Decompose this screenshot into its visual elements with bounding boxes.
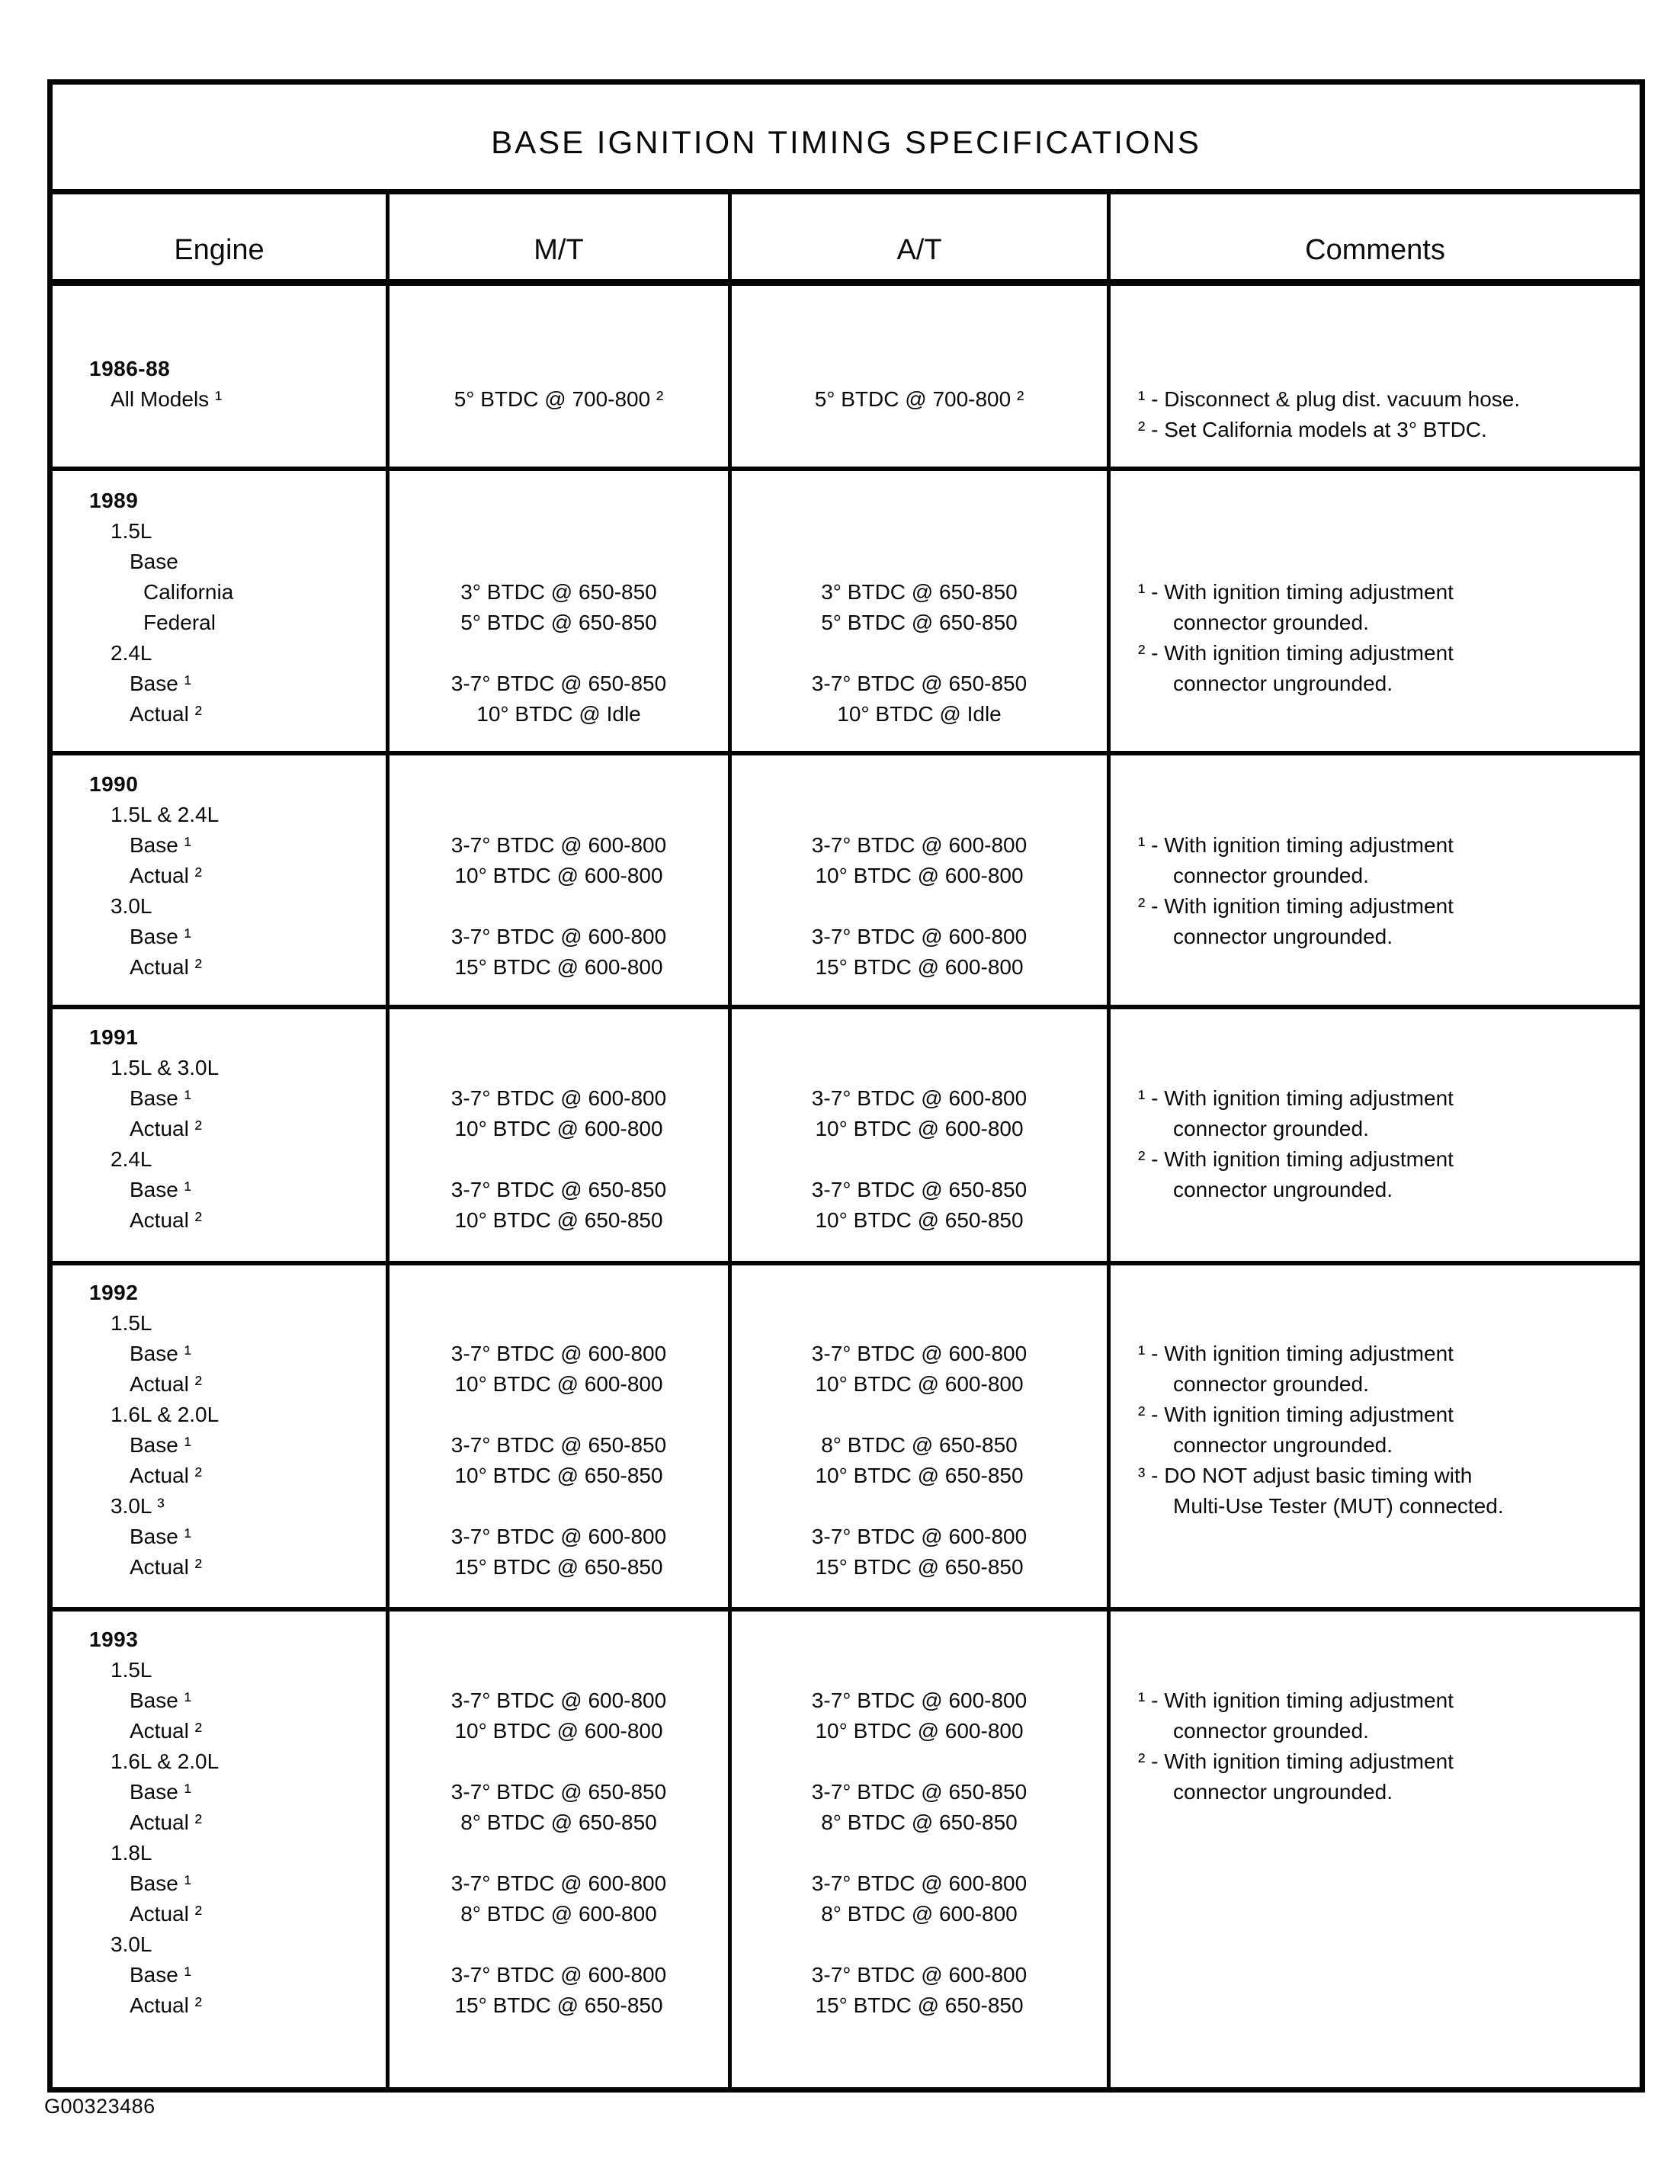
- at-timing-value: 15° BTDC @ 650-850: [815, 1993, 1024, 2017]
- table-row: [53, 755, 1640, 1009]
- mt-timing-value: [390, 1746, 728, 1776]
- mt-timing-value: [390, 1624, 728, 1654]
- at-timing-value: 10° BTDC @ 600-800: [815, 1719, 1024, 1743]
- at-timing-value: 5° BTDC @ 700-800 ²: [814, 387, 1024, 411]
- column-header-comments: Comments: [1107, 194, 1640, 279]
- comments-cell: [1107, 286, 1640, 467]
- at-timing-value: 3-7° BTDC @ 650-850: [811, 1780, 1028, 1804]
- engine-label: Actual ²: [130, 1555, 202, 1579]
- engine-label: 1.5L: [111, 1658, 152, 1682]
- at-timing-value: 3-7° BTDC @ 600-800: [811, 925, 1028, 948]
- engine-label: 1.5L & 2.4L: [111, 803, 220, 826]
- at-timing-value: [732, 1399, 1107, 1429]
- engine-label: 1.6L & 2.0L: [111, 1403, 220, 1426]
- mt-timing-value: 10° BTDC @ 600-800: [454, 864, 663, 887]
- mt-timing-value: 3° BTDC @ 650-850: [460, 580, 657, 604]
- at-timing-value: [732, 1490, 1107, 1521]
- at-timing-value: [732, 1929, 1107, 1959]
- comment-line: connector grounded.: [1173, 1117, 1369, 1140]
- at-timing-value: [732, 1624, 1107, 1654]
- at-timing-value: 3° BTDC @ 650-850: [821, 580, 1018, 604]
- engine-label: 1.8L: [111, 1841, 152, 1865]
- mt-timing-value: [390, 546, 728, 576]
- engine-label: Federal: [143, 611, 216, 634]
- mt-timing-value: 10° BTDC @ 600-800: [454, 1719, 663, 1743]
- at-timing-value: 10° BTDC @ 600-800: [815, 864, 1024, 887]
- mt-timing-value: [390, 1929, 728, 1959]
- engine-cell: [53, 1265, 386, 1607]
- engine-label: Base ¹: [130, 1963, 191, 1987]
- at-timing-value: 10° BTDC @ 600-800: [815, 1117, 1024, 1140]
- engine-label: Actual ²: [130, 864, 202, 887]
- engine-label: Actual ²: [130, 1464, 202, 1487]
- mt-timing-value: [390, 768, 728, 799]
- at-timing-value: 15° BTDC @ 650-850: [815, 1555, 1024, 1579]
- engine-label: 1.5L: [111, 519, 152, 543]
- comment-line: connector ungrounded.: [1173, 1178, 1393, 1201]
- engine-label: 1992: [89, 1281, 139, 1304]
- mt-timing-value: 3-7° BTDC @ 600-800: [450, 1963, 667, 1987]
- mt-timing-value: [390, 1021, 728, 1052]
- at-timing-value: [732, 1654, 1107, 1685]
- column-header-mt: M/T: [386, 194, 728, 279]
- comment-line: ¹ - With ignition timing adjustment: [1138, 1342, 1454, 1365]
- mt-timing-value: 3-7° BTDC @ 600-800: [450, 925, 667, 948]
- mt-timing-value: 3-7° BTDC @ 650-850: [450, 1178, 667, 1201]
- engine-label: 3.0L: [111, 1932, 152, 1956]
- engine-label: 1989: [89, 489, 139, 512]
- comments-block: [1111, 286, 1640, 444]
- comments-cell: [1107, 471, 1640, 751]
- engine-label: 1986-88: [89, 357, 171, 380]
- table-row: [53, 286, 1640, 471]
- at-timing-value: [732, 353, 1107, 383]
- at-timing-value: 8° BTDC @ 650-850: [821, 1810, 1018, 1834]
- at-timing-value: 8° BTDC @ 600-800: [821, 1902, 1018, 1926]
- at-timing-value: [732, 1746, 1107, 1776]
- at-timing-value: [732, 637, 1107, 668]
- mt-timing-value: [390, 1307, 728, 1338]
- comments-block: [1111, 755, 1640, 951]
- engine-label: Base ¹: [130, 925, 191, 948]
- mt-cell: [386, 1009, 728, 1261]
- engine-label: 2.4L: [111, 1147, 152, 1171]
- engine-label: Base ¹: [130, 833, 191, 857]
- mt-timing-value: 3-7° BTDC @ 600-800: [450, 1086, 667, 1110]
- comment-line: ² - With ignition timing adjustment: [1138, 1403, 1454, 1426]
- table-row: [53, 1265, 1640, 1612]
- mt-timing-value: [390, 637, 728, 668]
- comments-cell: [1107, 1612, 1640, 2087]
- mt-timing-value: [390, 1052, 728, 1082]
- engine-label: Actual ²: [130, 1719, 202, 1743]
- ignition-timing-spec-table: [47, 79, 1645, 2093]
- table-body: [53, 286, 1640, 2087]
- mt-timing-value: 8° BTDC @ 600-800: [460, 1902, 657, 1926]
- engine-label: Base ¹: [130, 1086, 191, 1110]
- comment-line: connector ungrounded.: [1173, 672, 1393, 695]
- at-timing-value: [732, 515, 1107, 546]
- table-row: [53, 471, 1640, 755]
- at-cell: [728, 1265, 1107, 1607]
- engine-label: Actual ²: [130, 1372, 202, 1396]
- mt-timing-value: 10° BTDC @ 650-850: [454, 1464, 663, 1487]
- at-timing-value: [732, 1307, 1107, 1338]
- at-timing-value: [732, 799, 1107, 829]
- mt-timing-value: 3-7° BTDC @ 600-800: [450, 833, 667, 857]
- engine-label: 1993: [89, 1628, 139, 1651]
- engine-label: 1.5L: [111, 1311, 152, 1335]
- mt-cell: [386, 471, 728, 751]
- comment-line: connector grounded.: [1173, 611, 1369, 634]
- mt-timing-value: [390, 799, 728, 829]
- mt-cell: [386, 1265, 728, 1607]
- comments-block: [1111, 1265, 1640, 1521]
- mt-timing-value: 3-7° BTDC @ 600-800: [450, 1871, 667, 1895]
- column-header-engine: Engine: [174, 234, 265, 266]
- mt-timing-value: [390, 1654, 728, 1685]
- comment-line: connector ungrounded.: [1173, 925, 1393, 948]
- engine-label: 1.6L & 2.0L: [111, 1749, 220, 1773]
- comments-block: [1111, 1612, 1640, 1807]
- comment-line: ¹ - Disconnect & plug dist. vacuum hose.: [1138, 387, 1521, 411]
- at-cell: [728, 755, 1107, 1005]
- mt-cell: [386, 286, 728, 467]
- mt-timing-value: 3-7° BTDC @ 600-800: [450, 1525, 667, 1548]
- comment-line: connector ungrounded.: [1173, 1780, 1393, 1804]
- mt-timing-value: 3-7° BTDC @ 600-800: [450, 1689, 667, 1712]
- table-row: [53, 1612, 1640, 2087]
- mt-timing-value: 10° BTDC @ 600-800: [454, 1372, 663, 1396]
- mt-timing-value: 10° BTDC @ 650-850: [454, 1208, 663, 1232]
- engine-cell: [53, 471, 386, 751]
- at-timing-value: [732, 890, 1107, 921]
- comment-line: connector grounded.: [1173, 1372, 1369, 1396]
- column-header-at: A/T: [728, 194, 1107, 279]
- mt-timing-value: [390, 515, 728, 546]
- at-timing-value: 10° BTDC @ 650-850: [815, 1464, 1024, 1487]
- engine-label: All Models ¹: [111, 387, 223, 411]
- engine-cell: [53, 1612, 386, 2087]
- mt-timing-value: 15° BTDC @ 600-800: [454, 955, 663, 979]
- at-timing-value: 3-7° BTDC @ 600-800: [811, 1525, 1028, 1548]
- comment-line: ¹ - With ignition timing adjustment: [1138, 1689, 1454, 1712]
- mt-timing-value: [390, 1837, 728, 1868]
- mt-timing-value: 8° BTDC @ 650-850: [460, 1810, 657, 1834]
- engine-label: Base ¹: [130, 672, 191, 695]
- engine-label: Base ¹: [130, 1178, 191, 1201]
- mt-timing-value: [390, 1490, 728, 1521]
- at-timing-value: 3-7° BTDC @ 600-800: [811, 1963, 1028, 1987]
- engine-cell: [53, 755, 386, 1005]
- mt-timing-value: [390, 890, 728, 921]
- at-timing-value: 8° BTDC @ 650-850: [821, 1433, 1018, 1457]
- comments-block: [1111, 1009, 1640, 1204]
- mt-timing-value: 3-7° BTDC @ 600-800: [450, 1342, 667, 1365]
- comment-line: ² - With ignition timing adjustment: [1138, 1147, 1454, 1171]
- comments-cell: [1107, 755, 1640, 1005]
- at-timing-value: 3-7° BTDC @ 600-800: [811, 1086, 1028, 1110]
- table-title: BASE IGNITION TIMING SPECIFICATIONS: [491, 123, 1201, 160]
- comment-line: ¹ - With ignition timing adjustment: [1138, 580, 1454, 604]
- comment-line: connector grounded.: [1173, 864, 1369, 887]
- at-timing-value: 10° BTDC @ 600-800: [815, 1372, 1024, 1396]
- at-timing-value: [732, 546, 1107, 576]
- comment-line: ² - With ignition timing adjustment: [1138, 641, 1454, 665]
- mt-timing-value: [390, 1277, 728, 1307]
- comments-block: [1111, 471, 1640, 698]
- comment-line: ¹ - With ignition timing adjustment: [1138, 1086, 1454, 1110]
- at-cell: [728, 1009, 1107, 1261]
- at-timing-value: 3-7° BTDC @ 650-850: [811, 1178, 1028, 1201]
- at-cell: [728, 1612, 1107, 2087]
- engine-label: 1990: [89, 772, 139, 796]
- engine-label: Actual ²: [130, 1902, 202, 1926]
- mt-timing-value: 15° BTDC @ 650-850: [454, 1555, 663, 1579]
- mt-timing-value: 5° BTDC @ 650-850: [460, 611, 657, 634]
- engine-label: Actual ²: [130, 1993, 202, 2017]
- at-timing-value: [732, 1021, 1107, 1052]
- mt-timing-value: 10° BTDC @ Idle: [476, 702, 641, 726]
- comment-line: ³ - DO NOT adjust basic timing with: [1138, 1464, 1473, 1487]
- at-timing-value: 15° BTDC @ 600-800: [815, 955, 1024, 979]
- at-timing-value: [732, 768, 1107, 799]
- comments-cell: [1107, 1265, 1640, 1607]
- engine-label: Base: [130, 550, 178, 573]
- engine-label: Actual ²: [130, 955, 202, 979]
- table-title-band: [53, 85, 1640, 194]
- comment-line: ¹ - With ignition timing adjustment: [1138, 833, 1454, 857]
- engine-label: Base ¹: [130, 1525, 191, 1548]
- at-timing-value: 3-7° BTDC @ 600-800: [811, 1689, 1028, 1712]
- engine-label: 1.5L & 3.0L: [111, 1056, 220, 1079]
- engine-label: Base ¹: [130, 1689, 191, 1712]
- mt-timing-value: 3-7° BTDC @ 650-850: [450, 1780, 667, 1804]
- comment-line: ² - With ignition timing adjustment: [1138, 1749, 1454, 1773]
- engine-label: Base ¹: [130, 1780, 191, 1804]
- mt-timing-value: 10° BTDC @ 600-800: [454, 1117, 663, 1140]
- engine-cell: [53, 286, 386, 467]
- at-timing-value: [732, 485, 1107, 515]
- mt-cell: [386, 1612, 728, 2087]
- comment-line: ² - With ignition timing adjustment: [1138, 894, 1454, 918]
- engine-label: California: [143, 580, 234, 604]
- engine-label: Actual ²: [130, 1117, 202, 1140]
- mt-timing-value: [390, 1399, 728, 1429]
- mt-timing-value: 15° BTDC @ 650-850: [454, 1993, 663, 2017]
- engine-label: Actual ²: [130, 1810, 202, 1834]
- table-row: [53, 1009, 1640, 1265]
- mt-timing-value: 3-7° BTDC @ 650-850: [450, 672, 667, 695]
- at-timing-value: 3-7° BTDC @ 600-800: [811, 833, 1028, 857]
- mt-cell: [386, 755, 728, 1005]
- engine-label: Base ¹: [130, 1433, 191, 1457]
- mt-timing-value: [390, 485, 728, 515]
- engine-label: Base ¹: [130, 1342, 191, 1365]
- at-timing-value: 3-7° BTDC @ 600-800: [811, 1871, 1028, 1895]
- at-timing-value: [732, 1277, 1107, 1307]
- engine-label: Actual ²: [130, 1208, 202, 1232]
- comment-line: ² - Set California models at 3° BTDC.: [1138, 418, 1487, 441]
- at-timing-value: 5° BTDC @ 650-850: [821, 611, 1018, 634]
- engine-label: 3.0L: [111, 894, 152, 918]
- mt-timing-value: 3-7° BTDC @ 650-850: [450, 1433, 667, 1457]
- comment-line: connector grounded.: [1173, 1719, 1369, 1743]
- engine-label: Actual ²: [130, 702, 202, 726]
- at-timing-value: [732, 1143, 1107, 1174]
- at-cell: [728, 471, 1107, 751]
- at-timing-value: 10° BTDC @ 650-850: [815, 1208, 1024, 1232]
- at-timing-value: 10° BTDC @ Idle: [837, 702, 1002, 726]
- at-timing-value: 3-7° BTDC @ 650-850: [811, 672, 1028, 695]
- mt-timing-value: [390, 1143, 728, 1174]
- at-timing-value: [732, 1837, 1107, 1868]
- engine-cell: [53, 1009, 386, 1261]
- engine-label: Base ¹: [130, 1871, 191, 1895]
- at-cell: [728, 286, 1107, 467]
- engine-label: 1991: [89, 1025, 139, 1049]
- at-timing-value: 3-7° BTDC @ 600-800: [811, 1342, 1028, 1365]
- table-header-row: [53, 194, 1640, 286]
- mt-timing-value: 5° BTDC @ 700-800 ²: [454, 387, 664, 411]
- engine-label: 2.4L: [111, 641, 152, 665]
- comment-line: Multi-Use Tester (MUT) connected.: [1173, 1494, 1504, 1518]
- engine-label: 3.0L ³: [111, 1494, 165, 1518]
- mt-timing-value: [390, 353, 728, 383]
- comment-line: connector ungrounded.: [1173, 1433, 1393, 1457]
- figure-id: G00323486: [44, 2095, 155, 2118]
- at-timing-value: [732, 1052, 1107, 1082]
- comments-cell: [1107, 1009, 1640, 1261]
